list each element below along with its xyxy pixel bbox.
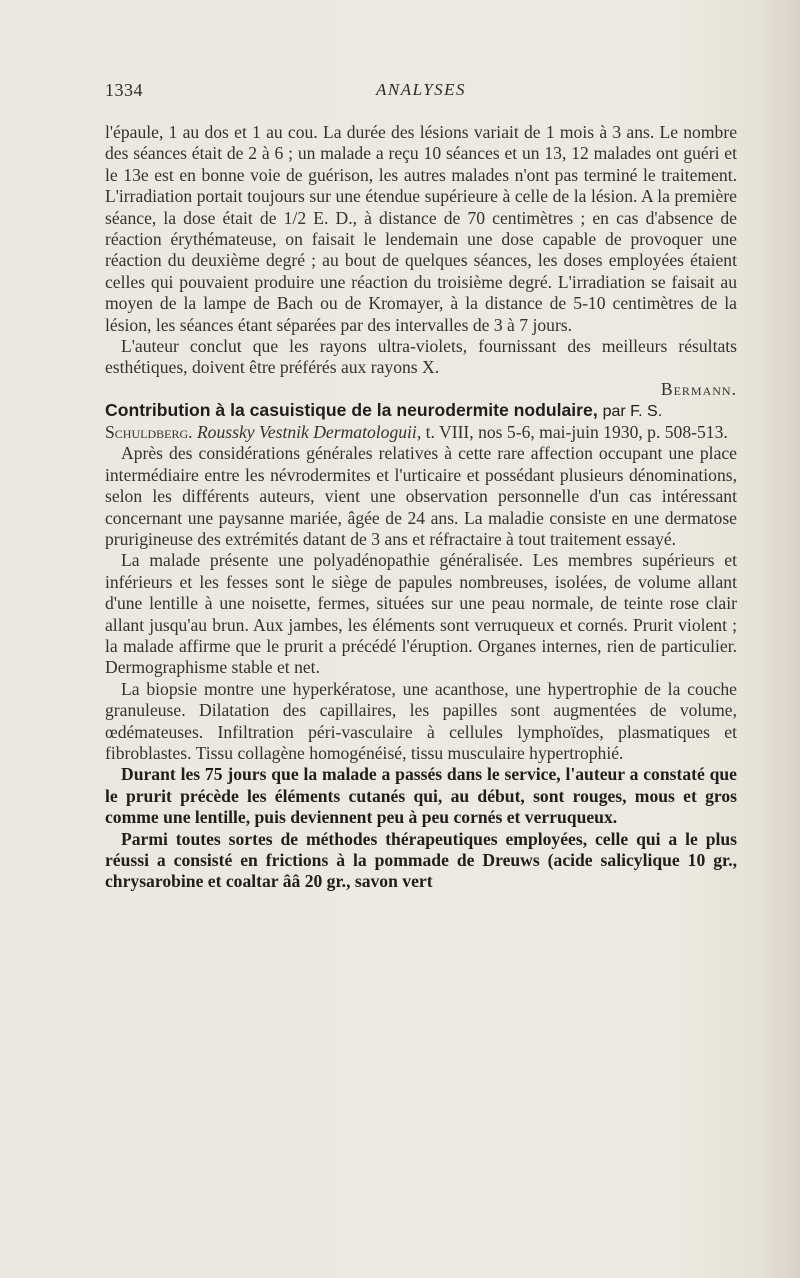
page-header — [105, 80, 737, 104]
page-number: 1334 — [105, 80, 143, 100]
reviewer-signature: Bermann. — [660, 378, 737, 399]
previous-review-paragraph: l'épaule, 1 au dos et 1 au cou. La durée des lésions variait de 1 mois à 3 ans. Le nombre des séances était de 2 à 6 ; un malade a reçu 10 séances et un 13, 12 malades ont guéri et le 13e est en bonne voie de guérison, les autres malades n'ont pas terminé le traitement. L'irradiation portait toujours sur une étendue supérieure à celle de la lésion. A la première séance, la dose était de 1/2 E. D., à distance de 70 centimètres ; en cas d'absence de réaction érythémateuse, on faisait le lendemain une dose capable de provoquer une réaction du deuxième degré ; au bout de quelques séances, les doses employées étaient celles qui pouvaient produire une réaction du troisième degré. L'irradiation se faisait au moyen de la lampe de Bach ou de Kromayer, à la distance de 5-10 centimètres de la lésion, les séances étant séparées par des intervalles de 3 à 7 jours. — [105, 122, 737, 335]
article-author: Schuldberg. — [105, 422, 193, 443]
article-by: par F. S. — [602, 403, 663, 421]
previous-review-conclusion: L'auteur conclut que les rayons ultra-violets, fournissant des meilleurs résultats esthétiques, doivent être préférés aux rayons X. — [105, 336, 737, 378]
page-body — [105, 122, 737, 893]
article-title: Contribution à la casuistique de la neurodermite nodulaire, — [105, 400, 598, 421]
article-paragraph: Parmi toutes sortes de méthodes thérapeutiques employées, celle qui a le plus réussi a consisté en frictions à la pommade de Dreuws (acide salicylique 10 gr., chrysarobine et coaltar ââ 20 gr., savon vert — [105, 828, 737, 892]
running-title: ANALYSES — [375, 80, 467, 99]
article-reference — [105, 422, 737, 443]
article-paragraph: La biopsie montre une hyperkératose, une acanthose, une hypertrophie de la couche granuleuse. Dilatation des capillaires, les papilles sont augmentées de volume, œdémateuses. Infiltration péri-vasculaire à cellules lymphoïdes, plasmatiques et fibroblastes. Tissu collagène homogénéisé, tissu musculaire hypertrophié. — [105, 678, 737, 763]
article-paragraph: Après des considérations générales relatives à cette rare affection occupant une place intermédiaire entre les névrodermites et l'urticaire et possédant plusieurs dénominations, selon les différents auteurs, vient une observation personnelle d'un cas intéressant concernant une paysanne mariée, âgée de 24 ans. La maladie consiste en une dermatose prurigineuse des extrémités datant de 3 ans et réfractaire à tout traitement essayé. — [105, 443, 737, 549]
article-heading — [105, 400, 737, 422]
article-journal: Roussky Vestnik Dermatologuii, — [196, 422, 422, 443]
article-paragraph: La malade présente une polyadénopathie généralisée. Les membres supérieurs et inférieurs et les fesses sont le siège de papules nombreuses, isolées, de volume allant d'une lentille à une noisette, fermes, situées sur une peau normale, de teinte rose clair allant jusqu'au brun. Aux jambes, les éléments sont verruqueux et cornés. Prurit violent ; la malade affirme que le prurit a précédé l'éruption. Organes internes, rien de particulier. Dermographisme stable et net. — [105, 550, 737, 678]
article-paragraph: Durant les 75 jours que la malade a passés dans le service, l'auteur a constaté que le prurit précède les éléments cutanés qui, au début, sont rouges, mous et gros comme une lentille, puis deviennent peu à peu cornés et verruqueux. — [105, 764, 737, 828]
article-citation: t. VIII, nos 5-6, mai-juin 1930, p. 508-513. — [425, 422, 728, 443]
